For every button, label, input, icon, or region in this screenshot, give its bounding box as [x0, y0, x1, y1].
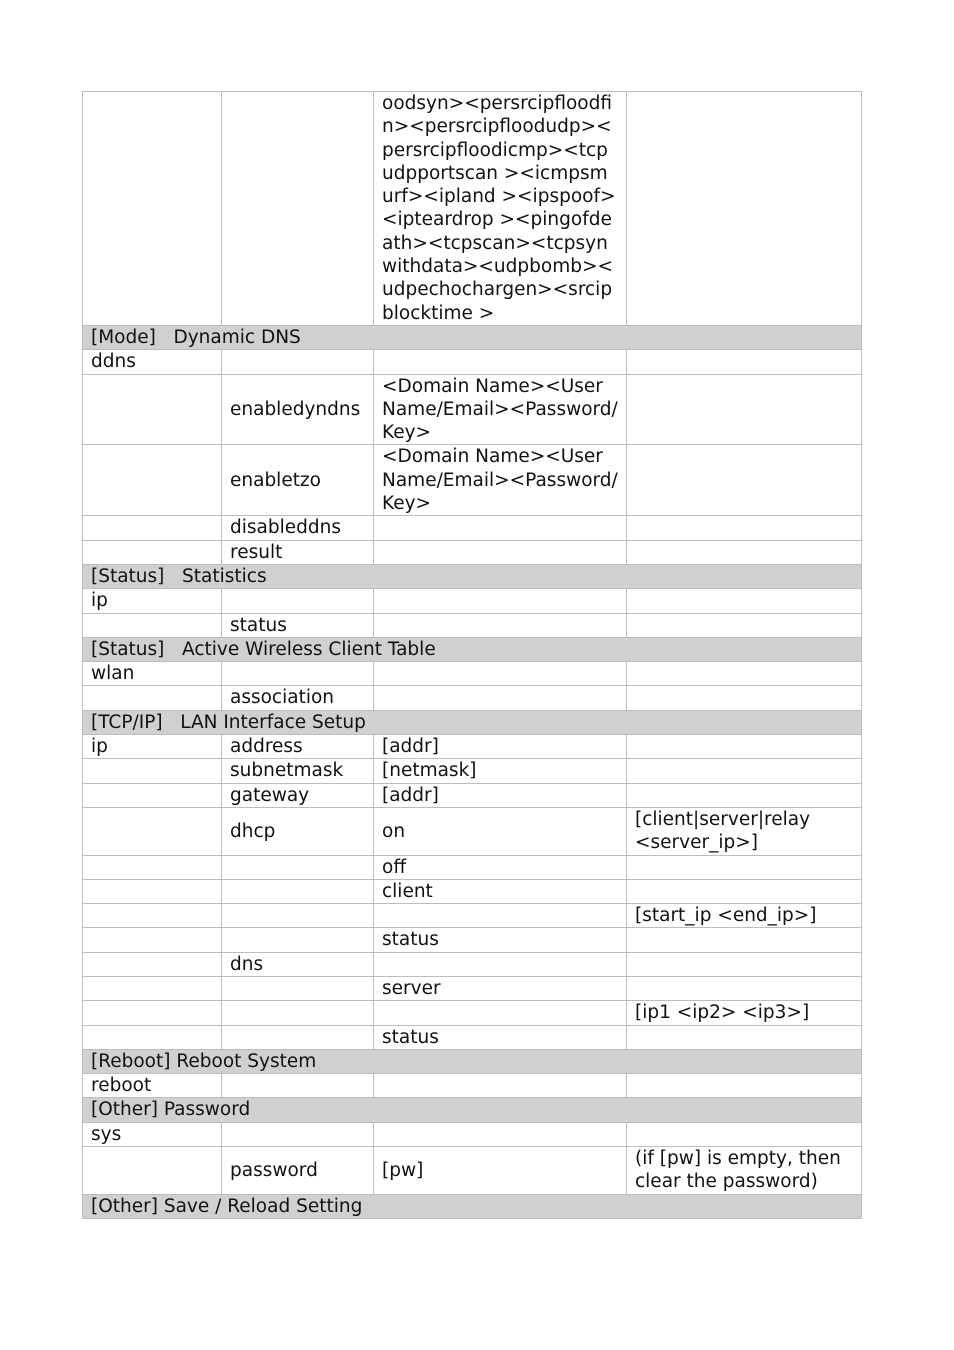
command-cell: [83, 540, 222, 564]
command-cell: [83, 952, 222, 976]
subcommand-cell: subnetmask: [222, 759, 374, 783]
table-row: [83, 735, 862, 759]
command-cell: ddns: [83, 350, 222, 374]
argument-cell: on: [374, 807, 627, 855]
argument-cell: oodsyn><persrcipfloodfin><persrcipfloodudp><persrcipfloodicmp><tcpudpportscan ><icmpsmurf><ipland ><ipspoof><ipteardrop ><pingofdeath><tcpscan><tcpsynwithdata><udpbomb><udpechochargen><srcipblocktime >: [374, 92, 627, 326]
option-cell: [627, 1122, 862, 1146]
command-cell: [83, 92, 222, 326]
option-cell: [627, 759, 862, 783]
option-cell: [627, 879, 862, 903]
subcommand-cell: result: [222, 540, 374, 564]
subcommand-cell: password: [222, 1147, 374, 1195]
section-header-row: [83, 1194, 862, 1218]
option-cell: [627, 783, 862, 807]
table-row: [83, 686, 862, 710]
table-row: [83, 1025, 862, 1049]
option-cell: [627, 686, 862, 710]
command-cell: [83, 855, 222, 879]
section-title: [Reboot] Reboot System: [83, 1049, 862, 1073]
subcommand-cell: dhcp: [222, 807, 374, 855]
subcommand-cell: [222, 350, 374, 374]
command-cell: [83, 928, 222, 952]
table-row: [83, 759, 862, 783]
table-row: [83, 613, 862, 637]
argument-cell: [374, 1074, 627, 1098]
command-cell: [83, 613, 222, 637]
argument-cell: [374, 613, 627, 637]
option-cell: [627, 589, 862, 613]
subcommand-cell: [222, 928, 374, 952]
section-header-row: [83, 564, 862, 588]
option-cell: [start_ip <end_ip>]: [627, 904, 862, 928]
command-cell: [83, 807, 222, 855]
subcommand-cell: [222, 589, 374, 613]
table-row: [83, 855, 862, 879]
subcommand-cell: [222, 1001, 374, 1025]
command-cell: ip: [83, 589, 222, 613]
table-row: [83, 783, 862, 807]
table-row: [83, 662, 862, 686]
argument-cell: <Domain Name><User Name/Email><Password/Key>: [374, 374, 627, 445]
command-cell: sys: [83, 1122, 222, 1146]
section-header-row: [83, 1049, 862, 1073]
option-cell: (if [pw] is empty, then clear the password): [627, 1147, 862, 1195]
table-row: [83, 1001, 862, 1025]
subcommand-cell: [222, 879, 374, 903]
subcommand-cell: [222, 904, 374, 928]
command-cell: [83, 445, 222, 516]
option-cell: [ip1 <ip2> <ip3>]: [627, 1001, 862, 1025]
section-title: [Other] Password: [83, 1098, 862, 1122]
argument-cell: [374, 350, 627, 374]
subcommand-cell: address: [222, 735, 374, 759]
command-cell: [83, 686, 222, 710]
argument-cell: <Domain Name><User Name/Email><Password/Key>: [374, 445, 627, 516]
table-row: [83, 1122, 862, 1146]
section-title: [Other] Save / Reload Setting: [83, 1194, 862, 1218]
option-cell: [627, 735, 862, 759]
table-row: [83, 350, 862, 374]
argument-cell: [addr]: [374, 783, 627, 807]
argument-cell: client: [374, 879, 627, 903]
argument-cell: [374, 1122, 627, 1146]
argument-cell: [374, 1001, 627, 1025]
subcommand-cell: status: [222, 613, 374, 637]
section-header-row: [83, 325, 862, 349]
subcommand-cell: [222, 662, 374, 686]
subcommand-cell: enabledyndns: [222, 374, 374, 445]
argument-cell: [374, 952, 627, 976]
table-row: [83, 540, 862, 564]
argument-cell: off: [374, 855, 627, 879]
subcommand-cell: association: [222, 686, 374, 710]
option-cell: [627, 516, 862, 540]
command-cell: [83, 516, 222, 540]
argument-cell: [374, 686, 627, 710]
table-row: [83, 589, 862, 613]
option-cell: [627, 928, 862, 952]
argument-cell: [addr]: [374, 735, 627, 759]
command-cell: [83, 904, 222, 928]
argument-cell: server: [374, 976, 627, 1000]
command-cell: [83, 783, 222, 807]
command-cell: [83, 374, 222, 445]
command-cell: [83, 1001, 222, 1025]
table-row: [83, 516, 862, 540]
table-row: [83, 92, 862, 326]
command-table-body: [83, 92, 862, 1219]
option-cell: [627, 976, 862, 1000]
argument-cell: [374, 516, 627, 540]
table-row: [83, 374, 862, 445]
command-cell: reboot: [83, 1074, 222, 1098]
option-cell: [627, 1074, 862, 1098]
argument-cell: [pw]: [374, 1147, 627, 1195]
command-cell: [83, 1025, 222, 1049]
option-cell: [627, 350, 862, 374]
table-row: [83, 976, 862, 1000]
command-cell: [83, 759, 222, 783]
command-cell: [83, 976, 222, 1000]
table-row: [83, 807, 862, 855]
option-cell: [627, 662, 862, 686]
subcommand-cell: [222, 1074, 374, 1098]
section-title: [TCP/IP] LAN Interface Setup: [83, 710, 862, 734]
command-cell: ip: [83, 735, 222, 759]
subcommand-cell: dns: [222, 952, 374, 976]
option-cell: [627, 855, 862, 879]
argument-cell: [374, 662, 627, 686]
section-header-row: [83, 1098, 862, 1122]
section-title: [Status] Statistics: [83, 564, 862, 588]
table-row: [83, 1074, 862, 1098]
option-cell: [627, 92, 862, 326]
option-cell: [627, 374, 862, 445]
argument-cell: [374, 589, 627, 613]
option-cell: [627, 540, 862, 564]
option-cell: [627, 952, 862, 976]
subcommand-cell: [222, 92, 374, 326]
argument-cell: [netmask]: [374, 759, 627, 783]
option-cell: [627, 613, 862, 637]
option-cell: [627, 445, 862, 516]
subcommand-cell: gateway: [222, 783, 374, 807]
table-row: [83, 445, 862, 516]
subcommand-cell: [222, 855, 374, 879]
table-row: [83, 952, 862, 976]
section-header-row: [83, 710, 862, 734]
option-cell: [627, 1025, 862, 1049]
argument-cell: status: [374, 928, 627, 952]
table-row: [83, 904, 862, 928]
subcommand-cell: [222, 1025, 374, 1049]
command-cell: [83, 879, 222, 903]
table-row: [83, 928, 862, 952]
subcommand-cell: [222, 976, 374, 1000]
table-row: [83, 879, 862, 903]
argument-cell: [374, 904, 627, 928]
section-header-row: [83, 637, 862, 661]
subcommand-cell: disableddns: [222, 516, 374, 540]
command-cell: wlan: [83, 662, 222, 686]
subcommand-cell: enabletzo: [222, 445, 374, 516]
subcommand-cell: [222, 1122, 374, 1146]
command-cell: [83, 1147, 222, 1195]
command-table: [82, 91, 862, 1219]
table-row: [83, 1147, 862, 1195]
section-title: [Mode] Dynamic DNS: [83, 325, 862, 349]
argument-cell: [374, 540, 627, 564]
option-cell: [client|server|relay <server_ip>]: [627, 807, 862, 855]
argument-cell: status: [374, 1025, 627, 1049]
section-title: [Status] Active Wireless Client Table: [83, 637, 862, 661]
